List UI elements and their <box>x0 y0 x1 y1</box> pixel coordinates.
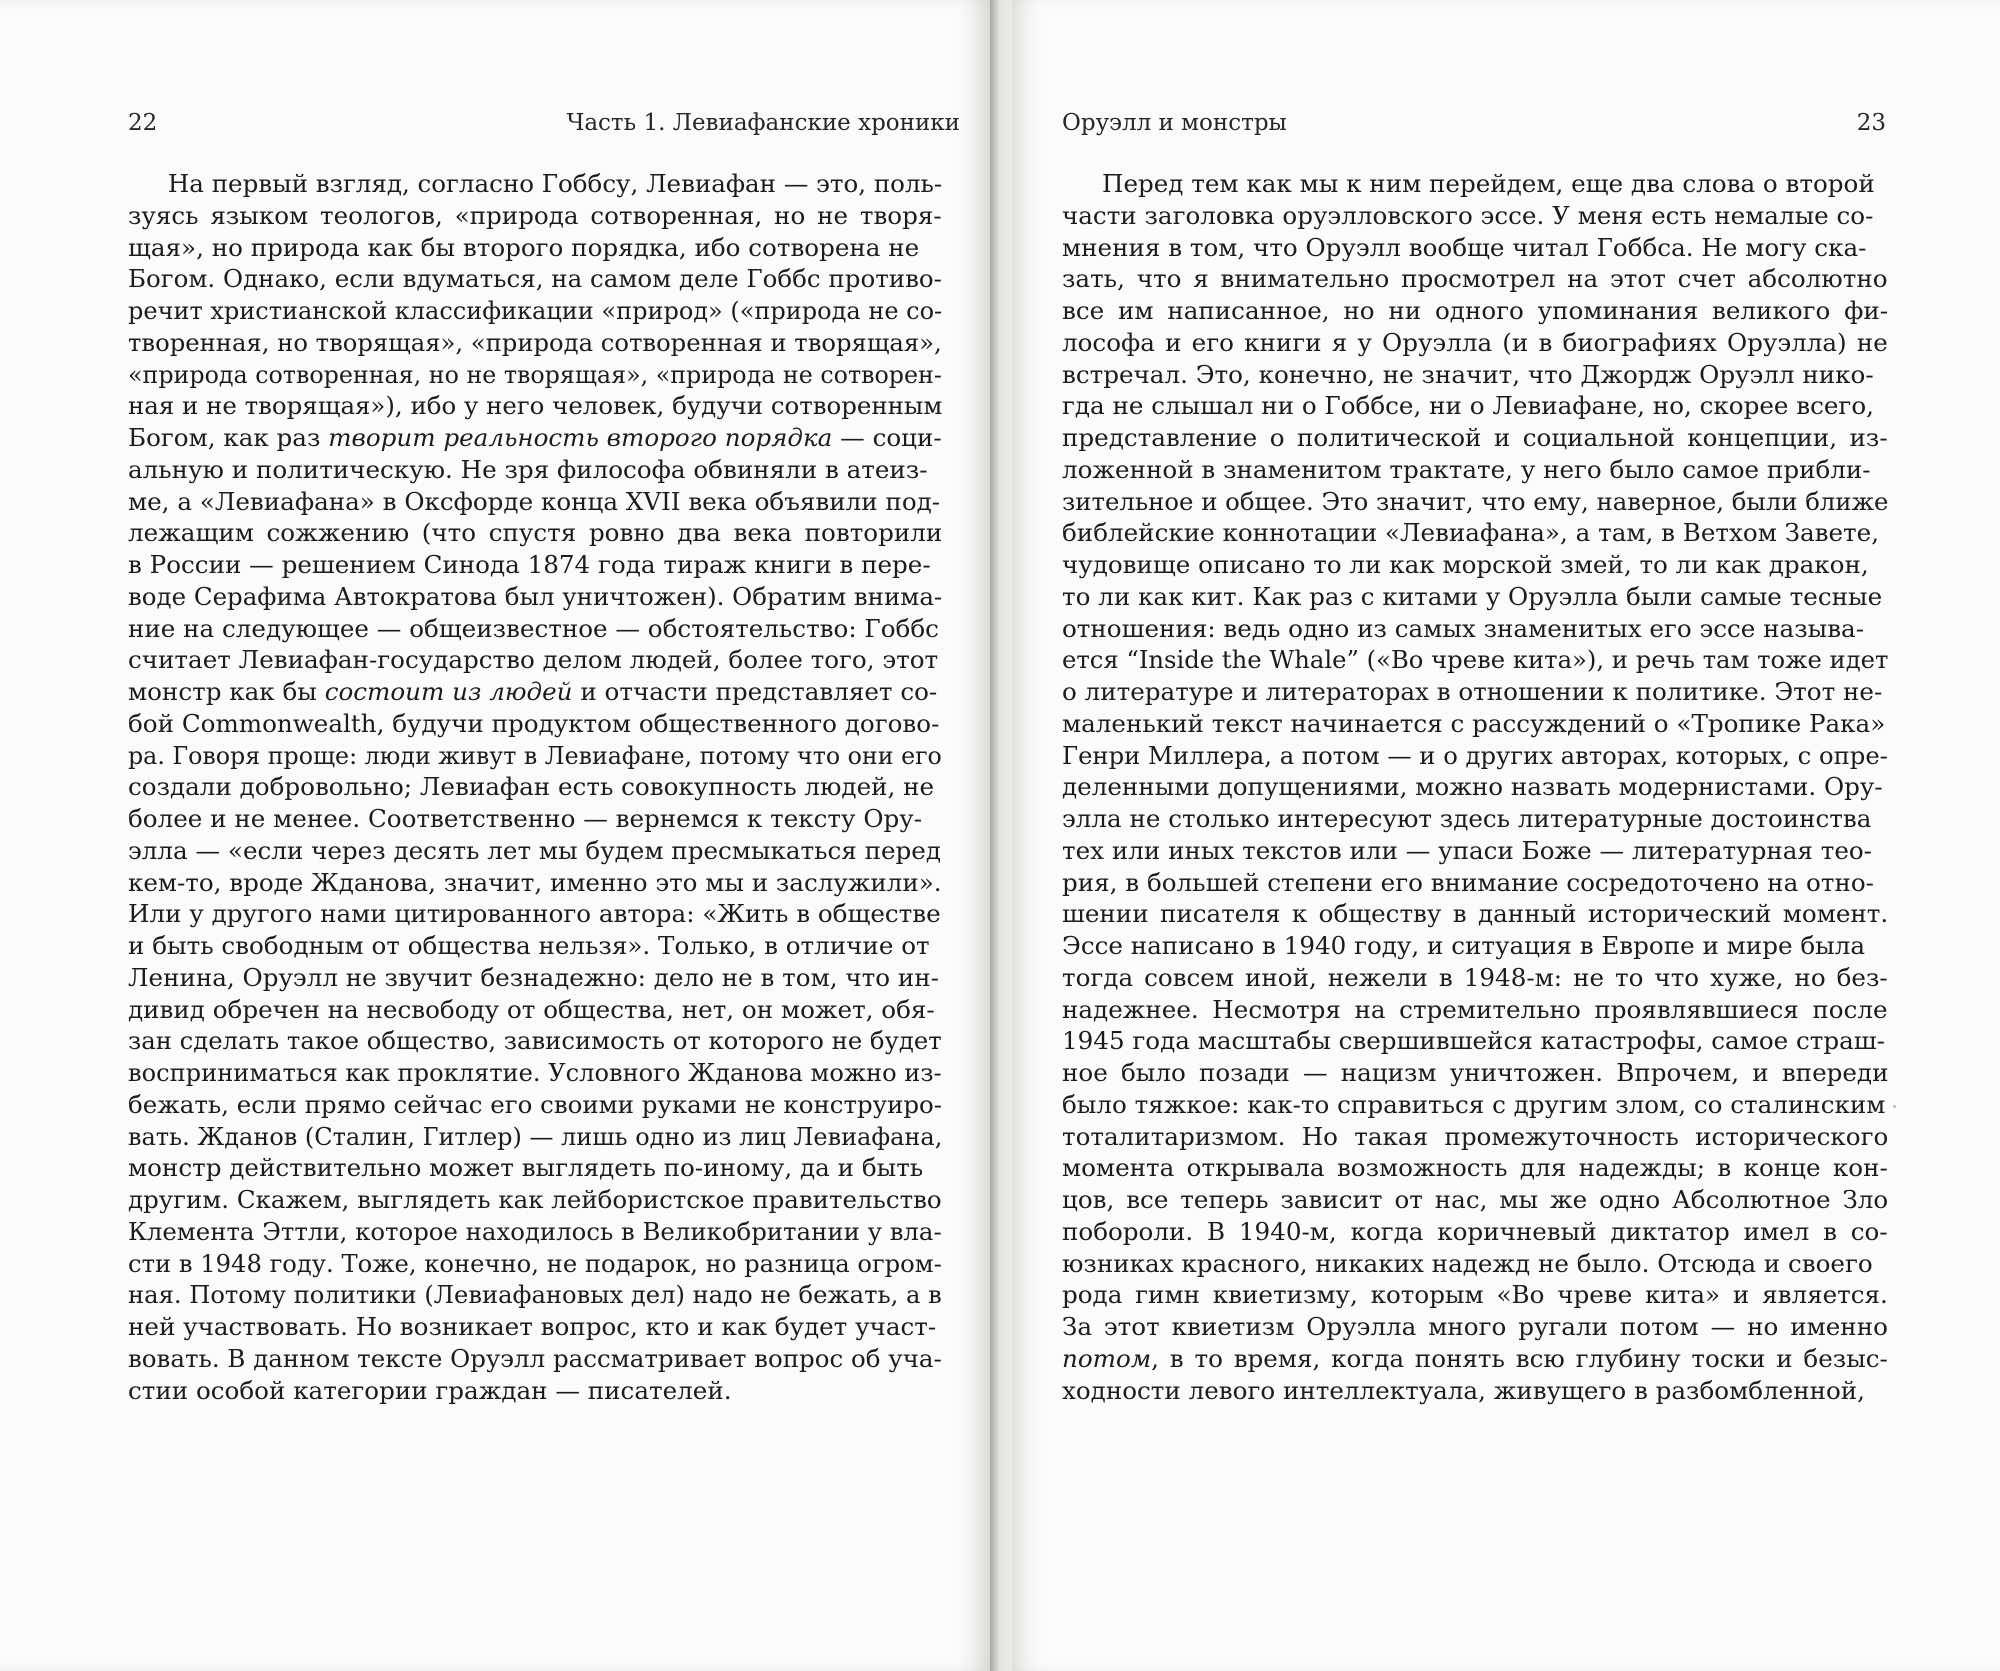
text-run: и отчасти представляет со- <box>572 677 938 706</box>
text-line: Эссе написано в 1940 году, и ситуация в Европе и мире была <box>1062 931 1865 960</box>
text-line: все им написанное, но ни одного упоминания великого фи- <box>1062 296 1889 325</box>
text-line: Генри Миллера, а потом — и о других авторах, которых, с опре- <box>1062 740 1888 770</box>
text-line: тоталитаризмом. Но такая промежуточность исторического <box>1062 1121 1889 1151</box>
text-line: творенная, но творящая», «природа сотворенная и творящая», <box>128 327 942 357</box>
text-line: и быть свободным от общества нельзя». Только, в отличие от <box>128 931 930 960</box>
italic-phrase: состоит из людей <box>324 677 573 706</box>
text-line: мнения в том, что Оруэлл вообще читал Гоббса. Не могу ска- <box>1062 232 1867 262</box>
text-line: библейские коннотации «Левиафана», а там, в Ветхом Завете, <box>1062 518 1880 548</box>
text-line: дивид обречен на несвободу от общества, нет, он может, обя- <box>128 994 935 1024</box>
text-line: маленький текст начинается с рассуждений о «Тропике Рака» <box>1062 708 1886 738</box>
page-number: 22 <box>128 110 158 136</box>
text-line: 1945 года масштабы свершившейся катастрофы, самое страш- <box>1062 1026 1885 1056</box>
italic-phrase: творит реальность второго порядка <box>328 423 833 452</box>
text-line: более и не менее. Соответственно — вернемся к тексту Ору- <box>128 804 923 833</box>
text-line: встречал. Это, конечно, не значит, что Джордж Оруэлл нико- <box>1062 359 1874 389</box>
text-line: отношения: ведь одно из самых знаменитых его эссе называ- <box>1062 613 1865 643</box>
text-line: ме, а «Левиафана» в Оксфорде конца XVII века объявили под- <box>128 486 941 516</box>
text-line: считает Левиафан-государство делом людей, более того, этот <box>128 645 939 675</box>
running-head: Оруэлл и монстры <box>1062 110 1287 136</box>
text-line: Богом. Однако, если вдуматься, на самом деле Гоббс противо- <box>128 264 942 294</box>
text-line: рода гимн квиетизму, которым «Во чреве кита» и является. <box>1062 1280 1888 1310</box>
text-line: бежать, если прямо сейчас его своими руками не конструиро- <box>128 1089 943 1119</box>
body-text <box>1062 168 1888 1406</box>
text-line: гда не слышал ни о Гоббсе, ни о Левиафане, но, скорее всего, <box>1062 391 1874 421</box>
text-line: Клемента Эттли, которое находилось в Великобритании у вла- <box>128 1216 942 1246</box>
body-text <box>128 168 942 1406</box>
text-line: зуясь языком теологов, «природа сотворенная, но не творя- <box>128 200 942 230</box>
book-gutter <box>990 0 1012 1671</box>
text-line: «природа сотворенная, но не творящая», «природа не сотворен- <box>128 359 942 389</box>
text-line: альную и политическую. Не зря философа обвиняли в атеиз- <box>128 454 928 484</box>
text-line: элла — «если через десять лет мы будем пресмыкаться перед <box>128 835 941 865</box>
text-line: о литературе и литераторах в отношении к политике. Этот не- <box>1062 677 1883 706</box>
text-line: Или у другого нами цитированного автора: «Жить в обществе <box>128 899 941 929</box>
text-line: зан сделать такое общество, зависимость от которого не будет <box>128 1026 942 1056</box>
text-line: ется “Inside the Whale” («Во чреве кита»), и речь там тоже идет <box>1062 645 1889 675</box>
text-line: представление о политической и социальной концепции, из- <box>1062 423 1888 452</box>
text-line: За этот квиетизм Оруэлла много ругали потом — но именно <box>1062 1312 1888 1341</box>
text-line: побороли. В 1940-м, когда коричневый диктатор имел в со- <box>1062 1216 1888 1246</box>
text-line: воде Серафима Автократова был уничтожен). Обратим внима- <box>128 581 943 611</box>
text-line: элла не столько интересуют здесь литературные достоинства <box>1062 804 1872 833</box>
text-line <box>1062 1343 1888 1375</box>
text-line: надежнее. Несмотря на стремительно проявлявшиеся после <box>1062 994 1888 1024</box>
text-line: ходности левого интеллектуала, живущего в разбомбленной, <box>1062 1375 1865 1405</box>
text-line: восприниматься как проклятие. Условного Жданова можно из- <box>128 1058 942 1087</box>
text-line: создали добровольно; Левиафан есть совокупность людей, не <box>128 772 935 802</box>
text-line: зительное и общее. Это значит, что ему, наверное, были ближе <box>1062 486 1889 516</box>
text-line: тех или иных текстов или — упаси Боже — литературная тео- <box>1062 835 1872 865</box>
text-line: сти в 1948 году. Тоже, конечно, не подарок, но разница огром- <box>128 1248 942 1278</box>
text-line: другим. Скажем, выглядеть как лейбористское правительство <box>128 1185 942 1214</box>
text-line: ложенной в знаменитом трактате, у него было самое прибли- <box>1062 454 1871 484</box>
text-line: вать. Жданов (Сталин, Гитлер) — лишь одно из лиц Левиафана, <box>128 1121 943 1151</box>
text-run: — соци- <box>832 423 942 452</box>
text-line: На первый взгляд, согласно Гоббсу, Левиафан — это, поль- <box>167 169 943 198</box>
italic-phrase: потом <box>1062 1343 1152 1373</box>
text-line: монстр действительно может выглядеть по-иному, да и быть <box>128 1153 924 1183</box>
text-line: деленными допущениями, можно назвать модернистами. Ору- <box>1062 772 1883 802</box>
text-line: шении писателя к обществу в данный исторический момент. <box>1062 899 1889 929</box>
text-line: ра. Говоря проще: люди живут в Левиафане, потому что они его <box>128 740 942 770</box>
text-line: вовать. В данном тексте Оруэлл рассматривает вопрос об уча- <box>128 1343 942 1373</box>
page-number: 23 <box>1856 110 1886 136</box>
text-line: то ли как кит. Как раз с китами у Оруэлла были самые тесные <box>1062 581 1883 611</box>
text-line: стии особой категории граждан — писателей. <box>128 1375 732 1405</box>
text-line: было тяжкое: как-то справиться с другим злом, со сталинским <box>1062 1089 1886 1119</box>
text-line: ное было позади — нацизм уничтожен. Впрочем, и впереди <box>1062 1058 1889 1087</box>
text-line: речит христианской классификации «природ» («природа не со- <box>128 296 943 325</box>
text-line: Ленина, Оруэлл не звучит безнадежно: дело не в том, что ин- <box>128 962 939 992</box>
paper-speck <box>1893 1105 1896 1108</box>
left-page <box>0 0 990 1671</box>
text-run: монстр как бы <box>128 677 325 706</box>
text-line: тогда совсем иной, нежели в 1948-м: не то что хуже, но без- <box>1062 962 1888 992</box>
text-line: ние на следующее — общеизвестное — обстоятельство: Гоббс <box>128 613 939 643</box>
text-run: , в то время, когда понять всю глубину тоски и безыс- <box>1151 1343 1888 1373</box>
text-line: рия, в большей степени его внимание сосредоточено на отно- <box>1062 867 1874 897</box>
text-line: цов, все теперь зависит от нас, мы же одно Абсолютное Зло <box>1062 1185 1889 1214</box>
text-line: части заголовка оруэлловского эссе. У меня есть немалые со- <box>1062 200 1874 230</box>
text-line: ная и не творящая»), ибо у него человек, будучи сотворенным <box>128 391 943 421</box>
text-line: зать, что я внимательно просмотрел на этот счет абсолютно <box>1062 264 1888 294</box>
text-line: чудовище описано то ли как морской змей, то ли как дракон, <box>1062 550 1869 579</box>
text-line: лежащим сожжению (что спустя ровно два века повторили <box>128 518 943 548</box>
text-line: момента открывала возможность для надежды; в конце кон- <box>1062 1153 1888 1183</box>
text-line <box>128 676 942 708</box>
text-line: Перед тем как мы к ним перейдем, еще два слова о второй <box>1102 169 1875 198</box>
text-run: Богом, как раз <box>128 423 329 452</box>
text-line: в России — решением Синода 1874 года тираж книги в пере- <box>128 550 931 579</box>
text-line: ная. Потому политики (Левиафановых дел) надо не бежать, а в <box>128 1280 942 1310</box>
text-line: щая», но природа как бы второго порядка, ибо сотворена не <box>128 232 920 262</box>
text-line: ней участвовать. Но возникает вопрос, кто и как будет участ- <box>128 1312 937 1341</box>
text-line: кем-то, вроде Жданова, значит, именно это мы и заслужили». <box>128 867 942 897</box>
text-line: юзниках красного, никаких надежд не было. Отсюда и своего <box>1062 1248 1873 1278</box>
right-page <box>1012 0 2000 1671</box>
running-head: Часть 1. Левиафанские хроники <box>566 110 960 136</box>
text-line <box>128 422 942 454</box>
text-line: лософа и его книги я у Оруэлла (и в биографиях Оруэлла) не <box>1062 327 1888 357</box>
text-line: бой Commonwealth, будучи продуктом общественного догово- <box>128 708 940 738</box>
